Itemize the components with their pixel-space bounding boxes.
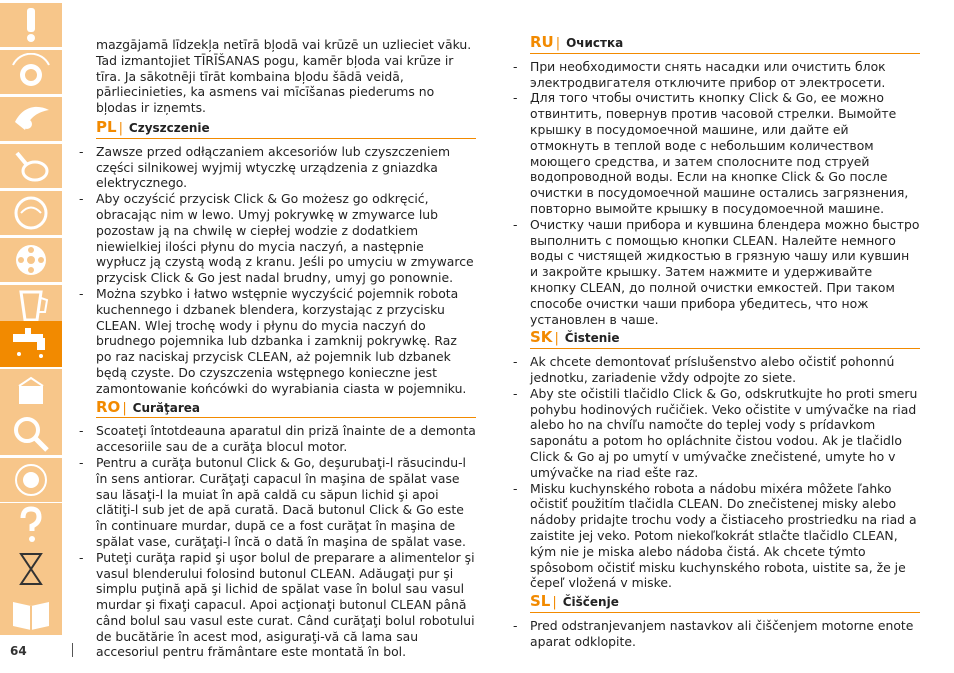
section-heading-ro: RO | Curăţarea [96,400,476,419]
section-heading-sl: SL | Čiščenje [530,594,920,613]
book-icon [7,594,55,632]
tab-storage-box[interactable] [0,369,62,413]
tab-troubleshooting[interactable] [0,411,62,455]
tab-guarantee[interactable] [0,458,62,502]
knife-blade-icon [7,100,55,138]
tab-disc[interactable] [0,191,62,235]
list-item: - Aby oczyścić przycisk Click & Go możesz go odkręcić, obracając nim w lewo. Umyj pokrywkę w zmywarce lub pozostaw ją na chwilę w ciepłej wodzie z dodatkiem niewielkiej ilości płynu do mycia naczyń, a następnie wypłucz ją czystą wodą z kranu. Jeśli po umyciu w zmywarce przycisk Click & Go jest nadal brudny, umyj go ponownie. [79,191,474,286]
language-code: SL [530,592,551,611]
list-item: - Pred odstranjevanjem nastavkov ali čiščenjem motorne enote aparat odklopite. [513,617,914,649]
hourglass-icon [7,550,55,588]
language-code: RO [96,397,121,416]
click-and-go-icon [7,53,55,91]
language-code: PL [96,117,117,136]
sidebar-tabs [0,0,62,673]
tab-questions[interactable] [0,503,62,547]
list-item: - Ak chcete demontovať príslušenstvo alebo očistiť pohonnú jednotku, zariadenie vždy odpojte zo siete. [513,354,895,385]
tab-knife-blade[interactable] [0,97,62,141]
section-title: Очистка [566,36,624,50]
section-title: Čistenie [564,331,620,346]
section-heading-pl: PL | Czyszczenie [96,120,476,139]
section-title: Czyszczenie [128,120,210,135]
faucet-icon [7,324,55,362]
instruction-list-sl [512,618,920,650]
exclamation-icon [7,6,55,44]
tab-recipes[interactable] [0,591,62,635]
instruction-list-pl [78,144,476,397]
list-item: - Pentru a curăţa butonul Click & Go, deşurubaţi-l răsucindu-l în sens antiorar. Curăţaţi capacul în maşina de spălat vase sau lăsaţi-l la muiat în apă caldă cu săpun lichid şi apoi clătiţi-l sub jet de apă curată. Dacă butonul Click & Go este în continuare murdar, după ce a fost curăţat în maşina de spălat vase, curăţaţi-l încă o dată în maşina de spălat vase. [79,454,466,549]
list-item: - Aby ste očistili tlačidlo Click & Go, odskrutkujte ho proti smeru pohybu hodinových ručičiek. Veko očistite v umývačke na riad alebo ho na chvíľu namočte do teplej vody s prídavkom saponátu a potom ho opláchnite čistou vodou. Ak je tlačidlo Click & Go aj po umytí v umývačke znečistené, umyte ho v umývačke na riad ešte raz. [513,385,918,480]
storage-box-icon [7,372,55,410]
instruction-list-ru [512,59,920,328]
magnifier-icon [7,414,55,452]
tab-cleaning[interactable] [0,321,62,367]
intro-paragraph: mazgājamā līdzekļa netīrā bļodā vai krūzē un uzlieciet vāku. Tad izmantojiet TĪRĪŠANAS pogu, kamēr bļoda vai krūze ir tīra. Ja sākotnēji tīrāt kombaina bļodu šādā veidā, pārliecinieties, ka asmens vai mīcīšanas piederums no bļodas ir izņemts. [96,37,472,116]
question-icon [7,506,55,544]
list-item: - Misku kuchynského robota a nádobu mixéra môžete ľahko očistiť použitím tlačidla CLEAN. Do znečistenej misky alebo nádoby pridajte trochu vody a čistiaceho prostriedku na riad a zaistite jej veko. Potom niekoľkokrát stlačte tlačidlo CLEAN, kým nie je miska alebo nádoba čistá. Ak chcete týmto spôsobom očistiť misku kuchynského robota, uistite sa, že je čepeľ vložená v miske. [513,480,917,591]
whisk-icon [7,147,55,185]
instruction-list-ro [78,423,476,660]
list-item: - Очистку чаши прибора и кувшина блендера можно быстро выполнить с помощью кнопки CLEAN. Налейте немного воды с чистящей жидкостью в грязную чашу или кувшин и закройте крышку. Затем нажмите и удерживайте кнопку CLEAN, до полной очистки емкостей. При таком способе очистки чаши прибора убедитесь, что нож установлен в чаше. [513,216,920,327]
tab-grater[interactable] [0,238,62,282]
left-column [78,37,476,663]
list-item: - Zawsze przed odłączaniem akcesoriów lub czyszczeniem części silnikowej wyjmij wtyczkę urządzenia z gniazdka elektrycznego. [79,143,451,191]
language-code: SK [530,328,553,347]
tab-timer[interactable] [0,547,62,591]
guarantee-icon [7,461,55,499]
page-number: 64 [10,644,27,658]
page-number-divider [72,643,73,657]
tab-warnings[interactable] [0,3,62,47]
section-title: Curăţarea [132,400,201,415]
disc-icon [7,194,55,232]
list-item: - Puteţi curăţa rapid şi uşor bolul de preparare a alimentelor şi vasul blenderului folosind butonul CLEAN. Adăugaţi pur şi simplu puţină apă şi lichid de spălat vase în bolul sau vasul murdar şi fixaţi capacul. Apoi acţionaţi butonul CLEAN până când bolul sau vasul este curat. Când curăţaţi bolul robotului de bucătărie în acest mod, asiguraţi-vă că lama sau accesoriul pentru frământare este montată în bol. [79,549,475,660]
list-item: - Для того чтобы очистить кнопку Click & Go, ее можно отвинтить, повернув против часовой стрелки. Вымойте крышку в посудомоечной машине, или дайте ей отмокнуть в теплой воде с небольшим количеством моющего средства, и затем сполосните под струей водопроводной воды. Если на кнопке Click & Go после очистки в посудомоечной машине остались загрязнения, повторно вымойте крышку в посудомоечной машине. [513,90,909,216]
instruction-list-sk [512,354,920,591]
list-item: - Można szybko i łatwo wstępnie wyczyścić pojemnik robota kuchennego i dzbanek blendera, korzystając z przycisku CLEAN. Wlej trochę wody i płynu do mycia naczyń do brudnego pojemnika lub dzbanka i zamknij pokrywkę. Raz po raz naciskaj przycisk CLEAN, aż pojemnik lub dzbanek będą czyste. Do czyszczenia wstępnego konieczne jest zamontowanie końcówki do wyrabiania ciasta w pojemniku. [79,285,467,396]
list-item: - При необходимости снять насадки или очистить блок электродвигателя отключите прибор от электросети. [513,58,886,90]
language-code: RU [530,33,554,51]
section-title: Čiščenje [562,595,619,610]
right-column [512,35,920,652]
grater-disc-icon [7,241,55,279]
section-heading-sk: SK | Čistenie [530,330,920,349]
tab-whisk[interactable] [0,144,62,188]
section-heading-ru: RU | Очистка [530,35,920,54]
list-item: - Scoateţi întotdeauna aparatul din priză înainte de a demonta accesoriile sau de a curăţa blocul motor. [79,423,476,455]
tab-click-and-go[interactable] [0,50,62,94]
